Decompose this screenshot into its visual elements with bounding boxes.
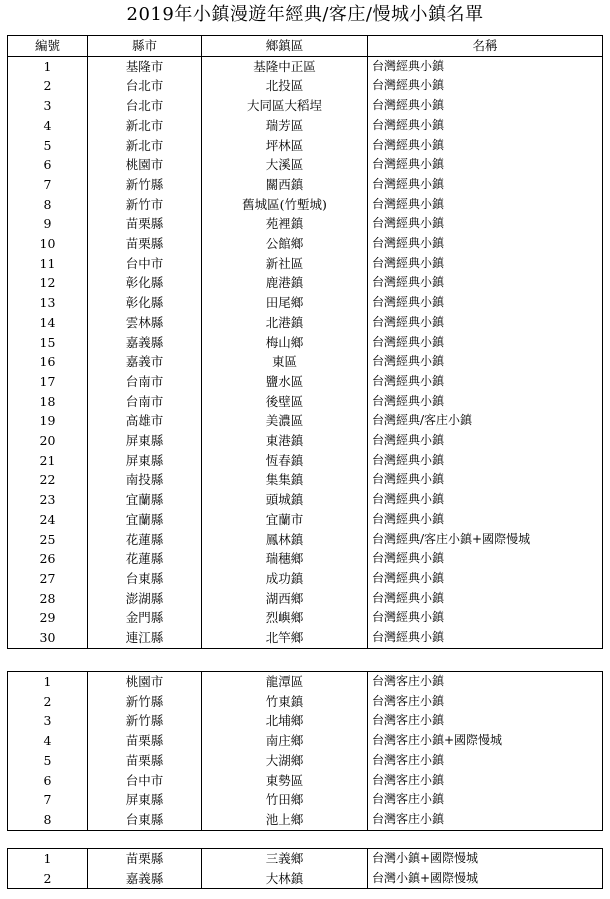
- cell-name: 台灣經典/客庄小鎮: [368, 411, 603, 431]
- table-row: [8, 313, 603, 333]
- cell-name: 台灣經典小鎮: [368, 76, 603, 96]
- table-row: [8, 76, 603, 96]
- cell-number: 21: [8, 451, 88, 471]
- cell-county: 新竹縣: [88, 711, 202, 731]
- slow-city-towns-table: [7, 848, 603, 889]
- cell-number: 6: [8, 771, 88, 791]
- cell-name: 台灣客庄小鎮: [368, 751, 603, 771]
- cell-township: 鳳林鎮: [202, 530, 368, 550]
- cell-name: 台灣經典小鎮: [368, 392, 603, 412]
- table-row: [8, 510, 603, 530]
- cell-county: 桃園市: [88, 672, 202, 692]
- cell-township: 大林鎮: [202, 869, 368, 889]
- table-row: [8, 470, 603, 490]
- cell-number: 2: [8, 869, 88, 889]
- cell-county: 台東縣: [88, 810, 202, 830]
- table-row: [8, 849, 603, 869]
- cell-county: 苗栗縣: [88, 214, 202, 234]
- classic-towns-table: [7, 35, 603, 649]
- cell-name: 台灣經典小鎮: [368, 628, 603, 648]
- table-row: [8, 751, 603, 771]
- cell-name: 台灣經典/客庄小鎮+國際慢城: [368, 530, 603, 550]
- cell-name: 台灣經典小鎮: [368, 273, 603, 293]
- table-row: [8, 589, 603, 609]
- header-township: 鄉鎮區: [202, 36, 368, 57]
- cell-number: 4: [8, 731, 88, 751]
- cell-number: 14: [8, 313, 88, 333]
- table-row: [8, 530, 603, 550]
- cell-township: 大湖鄉: [202, 751, 368, 771]
- cell-township: 新社區: [202, 254, 368, 274]
- cell-township: 苑裡鎮: [202, 214, 368, 234]
- cell-number: 25: [8, 530, 88, 550]
- cell-number: 17: [8, 372, 88, 392]
- cell-name: 台灣客庄小鎮: [368, 672, 603, 692]
- table-row: [8, 790, 603, 810]
- cell-township: 竹東鎮: [202, 692, 368, 712]
- cell-name: 台灣經典小鎮: [368, 569, 603, 589]
- table-row: [8, 608, 603, 628]
- cell-number: 16: [8, 352, 88, 372]
- cell-number: 8: [8, 810, 88, 830]
- cell-county: 南投縣: [88, 470, 202, 490]
- cell-county: 彰化縣: [88, 293, 202, 313]
- cell-county: 台北市: [88, 96, 202, 116]
- cell-number: 18: [8, 392, 88, 412]
- cell-county: 澎湖縣: [88, 589, 202, 609]
- cell-township: 瑞芳區: [202, 116, 368, 136]
- cell-number: 8: [8, 195, 88, 215]
- cell-county: 苗栗縣: [88, 849, 202, 869]
- table-row: [8, 411, 603, 431]
- cell-number: 28: [8, 589, 88, 609]
- cell-township: 南庄鄉: [202, 731, 368, 751]
- table-row: [8, 234, 603, 254]
- table-row: [8, 214, 603, 234]
- cell-name: 台灣客庄小鎮+國際慢城: [368, 731, 603, 751]
- cell-name: 台灣經典小鎮: [368, 214, 603, 234]
- cell-township: 鹿港鎮: [202, 273, 368, 293]
- cell-name: 台灣經典小鎮: [368, 451, 603, 471]
- cell-township: 北港鎮: [202, 313, 368, 333]
- cell-name: 台灣客庄小鎮: [368, 810, 603, 830]
- cell-county: 台中市: [88, 771, 202, 791]
- cell-county: 金門縣: [88, 608, 202, 628]
- cell-township: 湖西鄉: [202, 589, 368, 609]
- cell-township: 坪林區: [202, 136, 368, 156]
- table-row: [8, 731, 603, 751]
- table-row: [8, 254, 603, 274]
- cell-township: 頭城鎮: [202, 490, 368, 510]
- table-row: [8, 392, 603, 412]
- cell-county: 宜蘭縣: [88, 510, 202, 530]
- cell-county: 新北市: [88, 136, 202, 156]
- cell-township: 梅山鄉: [202, 333, 368, 353]
- cell-name: 台灣經典小鎮: [368, 195, 603, 215]
- cell-township: 恆春鎮: [202, 451, 368, 471]
- cell-township: 集集鎮: [202, 470, 368, 490]
- cell-township: 烈嶼鄉: [202, 608, 368, 628]
- cell-county: 彰化縣: [88, 273, 202, 293]
- cell-township: 大同區大稻埕: [202, 96, 368, 116]
- table-row: [8, 352, 603, 372]
- cell-number: 24: [8, 510, 88, 530]
- cell-township: 舊城區(竹塹城): [202, 195, 368, 215]
- cell-name: 台灣經典小鎮: [368, 431, 603, 451]
- cell-township: 東港鎮: [202, 431, 368, 451]
- table-row: [8, 293, 603, 313]
- cell-county: 台北市: [88, 76, 202, 96]
- cell-county: 台南市: [88, 372, 202, 392]
- cell-name: 台灣經典小鎮: [368, 589, 603, 609]
- hakka-towns-table: [7, 671, 603, 831]
- cell-county: 苗栗縣: [88, 751, 202, 771]
- cell-township: 東區: [202, 352, 368, 372]
- cell-county: 新竹縣: [88, 692, 202, 712]
- cell-name: 台灣小鎮+國際慢城: [368, 849, 603, 869]
- cell-county: 新竹縣: [88, 175, 202, 195]
- cell-county: 台中市: [88, 254, 202, 274]
- cell-township: 田尾鄉: [202, 293, 368, 313]
- table-row: [8, 333, 603, 353]
- cell-number: 1: [8, 56, 88, 76]
- header-name: 名稱: [368, 36, 603, 57]
- table-row: [8, 569, 603, 589]
- table-row: [8, 451, 603, 471]
- cell-name: 台灣經典小鎮: [368, 234, 603, 254]
- cell-township: 北埔鄉: [202, 711, 368, 731]
- cell-county: 新北市: [88, 116, 202, 136]
- cell-number: 6: [8, 155, 88, 175]
- cell-county: 桃園市: [88, 155, 202, 175]
- cell-county: 基隆市: [88, 56, 202, 76]
- cell-name: 台灣客庄小鎮: [368, 692, 603, 712]
- table-row: [8, 672, 603, 692]
- table-row: [8, 628, 603, 648]
- cell-township: 成功鎮: [202, 569, 368, 589]
- table-row: [8, 273, 603, 293]
- cell-county: 屏東縣: [88, 451, 202, 471]
- cell-number: 2: [8, 692, 88, 712]
- cell-county: 嘉義市: [88, 352, 202, 372]
- cell-name: 台灣經典小鎮: [368, 155, 603, 175]
- cell-name: 台灣經典小鎮: [368, 293, 603, 313]
- cell-township: 關西鎮: [202, 175, 368, 195]
- cell-number: 5: [8, 136, 88, 156]
- cell-township: 公館鄉: [202, 234, 368, 254]
- cell-number: 9: [8, 214, 88, 234]
- cell-name: 台灣經典小鎮: [368, 116, 603, 136]
- cell-name: 台灣經典小鎮: [368, 549, 603, 569]
- cell-township: 大溪區: [202, 155, 368, 175]
- cell-name: 台灣經典小鎮: [368, 372, 603, 392]
- cell-county: 屏東縣: [88, 431, 202, 451]
- cell-county: 雲林縣: [88, 313, 202, 333]
- cell-name: 台灣客庄小鎮: [368, 711, 603, 731]
- header-number: 編號: [8, 36, 88, 57]
- cell-number: 26: [8, 549, 88, 569]
- cell-name: 台灣經典小鎮: [368, 175, 603, 195]
- cell-number: 3: [8, 96, 88, 116]
- page-title: 2019年小鎮漫遊年經典/客庄/慢城小鎮名單: [126, 4, 484, 25]
- table-row: [8, 136, 603, 156]
- table-row: [8, 549, 603, 569]
- cell-name: 台灣客庄小鎮: [368, 771, 603, 791]
- table-row: [8, 195, 603, 215]
- cell-township: 美濃區: [202, 411, 368, 431]
- cell-number: 3: [8, 711, 88, 731]
- cell-name: 台灣經典小鎮: [368, 352, 603, 372]
- cell-township: 後壁區: [202, 392, 368, 412]
- cell-number: 4: [8, 116, 88, 136]
- cell-number: 20: [8, 431, 88, 451]
- cell-township: 三義鄉: [202, 849, 368, 869]
- cell-name: 台灣經典小鎮: [368, 136, 603, 156]
- cell-number: 11: [8, 254, 88, 274]
- cell-number: 15: [8, 333, 88, 353]
- cell-number: 23: [8, 490, 88, 510]
- table-row: [8, 56, 603, 76]
- cell-township: 北竿鄉: [202, 628, 368, 648]
- cell-number: 22: [8, 470, 88, 490]
- cell-number: 19: [8, 411, 88, 431]
- cell-name: 台灣經典小鎮: [368, 333, 603, 353]
- cell-number: 12: [8, 273, 88, 293]
- table-row: [8, 810, 603, 830]
- header-county: 縣市: [88, 36, 202, 57]
- table-row: [8, 155, 603, 175]
- table-row: [8, 490, 603, 510]
- table-row: [8, 372, 603, 392]
- cell-name: 台灣經典小鎮: [368, 608, 603, 628]
- cell-township: 瑞穗鄉: [202, 549, 368, 569]
- cell-name: 台灣經典小鎮: [368, 313, 603, 333]
- cell-township: 龍潭區: [202, 672, 368, 692]
- cell-county: 高雄市: [88, 411, 202, 431]
- cell-number: 1: [8, 672, 88, 692]
- cell-township: 北投區: [202, 76, 368, 96]
- cell-number: 29: [8, 608, 88, 628]
- cell-county: 花蓮縣: [88, 549, 202, 569]
- cell-name: 台灣經典小鎮: [368, 96, 603, 116]
- table-header-row: [8, 36, 603, 57]
- cell-county: 嘉義縣: [88, 333, 202, 353]
- table-row: [8, 175, 603, 195]
- cell-county: 苗栗縣: [88, 731, 202, 751]
- cell-number: 7: [8, 175, 88, 195]
- cell-county: 嘉義縣: [88, 869, 202, 889]
- cell-number: 7: [8, 790, 88, 810]
- cell-county: 新竹市: [88, 195, 202, 215]
- cell-name: 台灣客庄小鎮: [368, 790, 603, 810]
- cell-county: 苗栗縣: [88, 234, 202, 254]
- cell-county: 花蓮縣: [88, 530, 202, 550]
- cell-township: 宜蘭市: [202, 510, 368, 530]
- cell-name: 台灣經典小鎮: [368, 56, 603, 76]
- cell-county: 宜蘭縣: [88, 490, 202, 510]
- cell-number: 30: [8, 628, 88, 648]
- table-row: [8, 96, 603, 116]
- cell-township: 竹田鄉: [202, 790, 368, 810]
- table-row: [8, 692, 603, 712]
- cell-number: 2: [8, 76, 88, 96]
- cell-township: 鹽水區: [202, 372, 368, 392]
- table-row: [8, 711, 603, 731]
- table-row: [8, 869, 603, 889]
- cell-number: 27: [8, 569, 88, 589]
- cell-number: 10: [8, 234, 88, 254]
- cell-name: 台灣經典小鎮: [368, 470, 603, 490]
- cell-name: 台灣小鎮+國際慢城: [368, 869, 603, 889]
- cell-township: 池上鄉: [202, 810, 368, 830]
- cell-county: 屏東縣: [88, 790, 202, 810]
- cell-number: 1: [8, 849, 88, 869]
- cell-township: 東勢區: [202, 771, 368, 791]
- cell-county: 連江縣: [88, 628, 202, 648]
- cell-number: 5: [8, 751, 88, 771]
- cell-county: 台東縣: [88, 569, 202, 589]
- table-row: [8, 431, 603, 451]
- cell-name: 台灣經典小鎮: [368, 490, 603, 510]
- cell-name: 台灣經典小鎮: [368, 510, 603, 530]
- cell-county: 台南市: [88, 392, 202, 412]
- cell-number: 13: [8, 293, 88, 313]
- table-row: [8, 116, 603, 136]
- cell-township: 基隆中正區: [202, 56, 368, 76]
- table-row: [8, 771, 603, 791]
- cell-name: 台灣經典小鎮: [368, 254, 603, 274]
